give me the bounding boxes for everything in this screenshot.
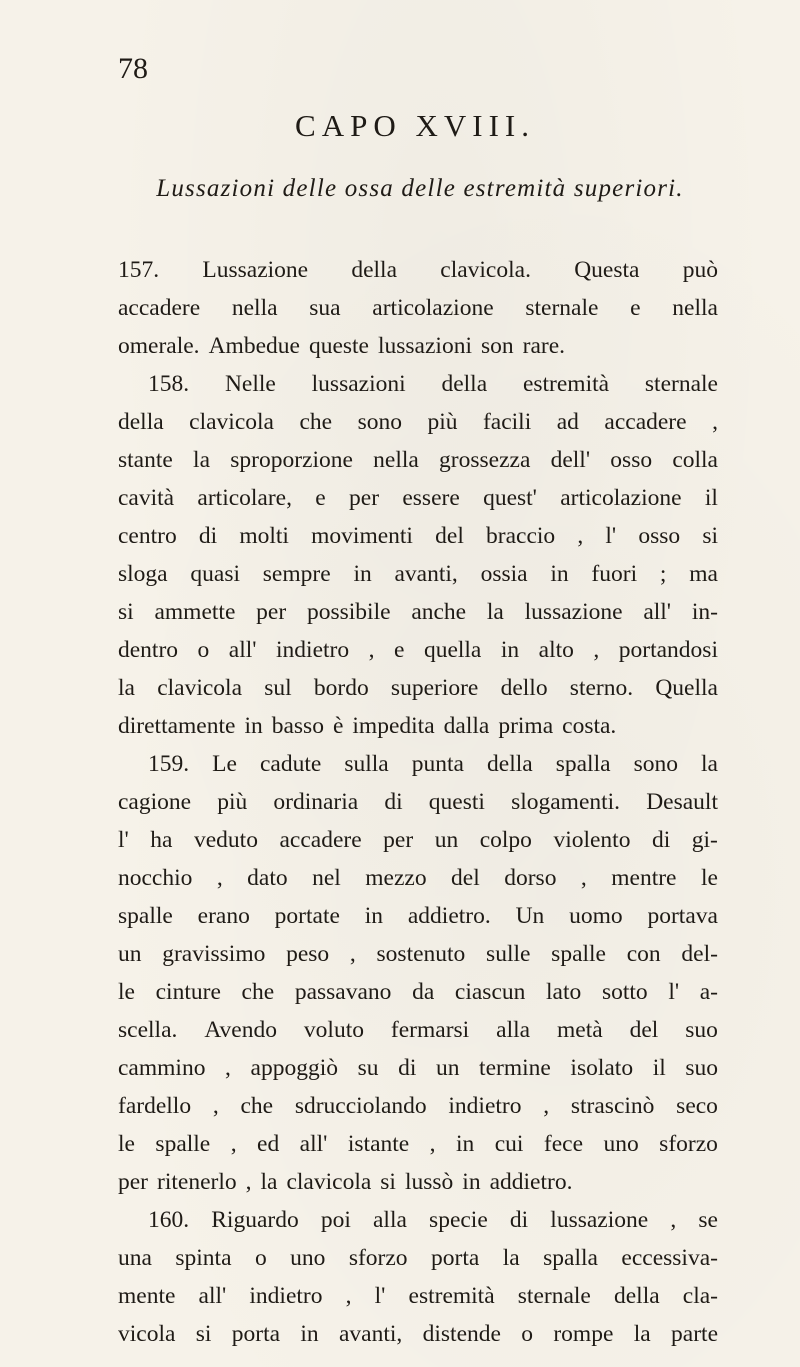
- chapter-heading: CAPO XVIII.: [295, 108, 535, 143]
- text-line: le spalle , ed all' istante , in cui fece uno sforzo: [118, 1131, 718, 1157]
- text-line: cavità articolare, e per essere quest' articolazione il: [118, 485, 718, 511]
- text-line: sloga quasi sempre in avanti, ossia in fuori ; ma: [118, 561, 718, 587]
- text-line: accadere nella sua articolazione sternale e nella: [118, 295, 718, 321]
- text-line: mente all' indietro , l' estremità sternale della cla-: [118, 1283, 718, 1309]
- text-line: dentro o all' indietro , e quella in alto , portandosi: [118, 637, 718, 663]
- text-line: spalle erano portate in addietro. Un uomo portava: [118, 903, 718, 929]
- paragraph: [118, 1207, 718, 1359]
- text-line: 160. Riguardo poi alla specie di lussazione , se: [148, 1207, 718, 1233]
- text-line: omerale. Ambedue queste lussazioni son rare.: [118, 333, 566, 359]
- text-line: una spinta o uno sforzo porta la spalla eccessiva-: [118, 1245, 718, 1271]
- text-line: nocchio , dato nel mezzo del dorso , mentre le: [118, 865, 718, 891]
- body-text: [118, 235, 718, 1359]
- text-line: le cinture che passavano da ciascun lato sotto l' a-: [118, 979, 718, 1005]
- text-line: stante la sproporzione nella grossezza dell' osso colla: [118, 447, 718, 473]
- text-line: fardello , che sdrucciolando indietro , strascinò seco: [118, 1093, 718, 1119]
- text-line: direttamente in basso è impedita dalla prima costa.: [118, 713, 617, 739]
- text-line: cammino , appoggiò su di un termine isolato il suo: [118, 1055, 718, 1081]
- text-line: 159. Le cadute sulla punta della spalla sono la: [148, 751, 718, 777]
- text-line: un gravissimo peso , sostenuto sulle spalle con del-: [118, 941, 718, 967]
- text-line: vicola si porta in avanti, distende o rompe la parte: [118, 1321, 718, 1347]
- text-line: centro di molti movimenti del braccio , l' osso si: [118, 523, 718, 549]
- text-line: per ritenerlo , la clavicola si lussò in addietro.: [118, 1169, 573, 1195]
- section-title: Lussazioni delle ossa delle estremità superiori.: [156, 175, 684, 202]
- text-line: scella. Avendo voluto fermarsi alla metà del suo: [118, 1017, 718, 1043]
- text-line: 158. Nelle lussazioni della estremità sternale: [148, 371, 718, 397]
- text-line: la clavicola sul bordo superiore dello sterno. Quella: [118, 675, 718, 701]
- paragraph: [118, 371, 718, 751]
- text-line: cagione più ordinaria di questi slogamenti. Desault: [118, 789, 718, 815]
- page-number: 78: [118, 52, 148, 85]
- text-line: della clavicola che sono più facili ad accadere ,: [118, 409, 718, 435]
- text-line: l' ha veduto accadere per un colpo violento di gi-: [118, 827, 718, 853]
- text-line: 157. Lussazione della clavicola. Questa può: [118, 257, 718, 283]
- paragraph: [118, 751, 718, 1207]
- text-line: si ammette per possibile anche la lussazione all' in-: [118, 599, 718, 625]
- paragraph: [118, 257, 718, 371]
